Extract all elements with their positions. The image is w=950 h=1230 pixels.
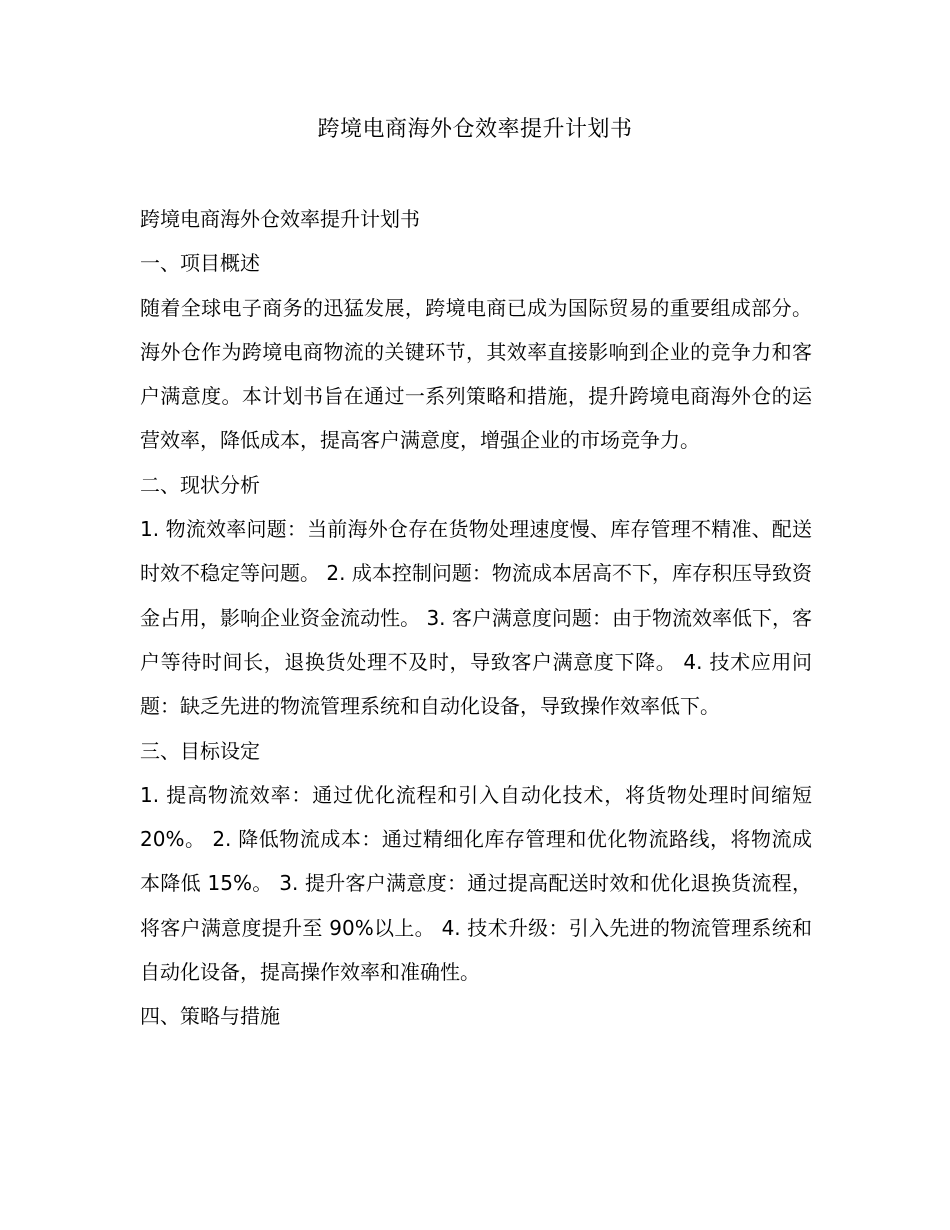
section-heading-overview: 一、项目概述: [140, 251, 260, 276]
body-heading: 跨境电商海外仓效率提升计划书: [140, 207, 420, 231]
paragraph-goals: 1. 提高物流效率：通过优化流程和引入自动化技术，将货物处理时间缩短 20%。 2. 降低物流成本：通过精细化库存管理和优化物流路线，将物流成本降低 15%。 3. 提升客户满意度：通过提高配送时效和优化退换货流程，将客户满意度提升至 90%以上。 4. 技术升级：引入先进的物流管理系统和自动化设备，提高操作效率和准确性。: [140, 782, 812, 985]
section-heading-status: 二、现状分析: [140, 472, 260, 497]
paragraph-status: 1. 物流效率问题：当前海外仓存在货物处理速度慢、库存管理不精准、配送时效不稳定等问题。 2. 成本控制问题：物流成本居高不下，库存积压导致资金占用，影响企业资金流动性。 3. 客户满意度问题：由于物流效率低下，客户等待时间长，退换货处理不及时，导致客户满意度下降。 4. 技术应用问题：缺乏先进的物流管理系统和自动化设备，导致操作效率低下。: [140, 517, 812, 719]
document-title: 跨境电商海外仓效率提升计划书: [317, 117, 633, 142]
document-body: [140, 197, 812, 1039]
section-heading-goals: 三、目标设定: [140, 738, 260, 763]
paragraph-overview: 随着全球电子商务的迅猛发展，跨境电商已成为国际贸易的重要组成部分。海外仓作为跨境电商物流的关键环节，其效率直接影响到企业的竞争力和客户满意度。本计划书旨在通过一系列策略和措施，提升跨境电商海外仓的运营效率，降低成本，提高客户满意度，增强企业的市场竞争力。: [140, 295, 812, 453]
section-heading-strategy: 四、策略与措施: [140, 1004, 280, 1029]
